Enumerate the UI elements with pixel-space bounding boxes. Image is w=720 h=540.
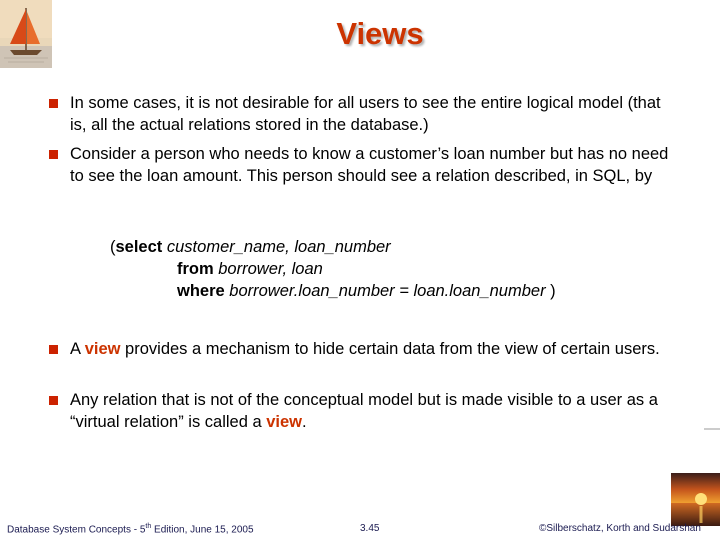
view-keyword: view [84, 340, 121, 358]
view-keyword: view [266, 413, 303, 431]
decorative-line [704, 428, 720, 430]
bullet-text: In some cases, it is not desirable for all users to see the entire logical model (that is, all the actual relations stored in the database.) [70, 94, 661, 134]
footer-book-info: Database System Concepts - 5th Edition, June 15, 2005 [7, 523, 254, 536]
bullet-square-icon [49, 345, 58, 354]
bullet-square-icon [49, 150, 58, 159]
sql-query-block [110, 236, 670, 302]
bullet-text: A view provides a mechanism to hide certain data from the view of certain users. [70, 340, 660, 358]
footer-page-number: 3.45 [360, 523, 380, 534]
bullet-item [70, 389, 670, 433]
bullet-item [70, 92, 670, 136]
bullet-square-icon [49, 99, 58, 108]
sunset-image [671, 473, 720, 526]
sql-where-line: where borrower.loan_number = loan.loan_number ) [177, 282, 556, 300]
bullet-item [70, 143, 670, 187]
footer-copyright: ©Silberschatz, Korth and Sudarshan [539, 523, 701, 534]
slide-title: Views [336, 16, 424, 51]
bullet-item [70, 338, 670, 360]
sql-from-line: from borrower, loan [177, 260, 323, 278]
sql-select-line: (select customer_name, loan_number [110, 238, 391, 256]
bullet-text: Consider a person who needs to know a customer’s loan number but has no need to see the loan amount. This person should see a relation described, in SQL, by [70, 145, 669, 185]
bullet-text: Any relation that is not of the conceptual model but is made visible to a user as a “virtual relation” is called a view. [70, 391, 658, 431]
bullet-square-icon [49, 396, 58, 405]
